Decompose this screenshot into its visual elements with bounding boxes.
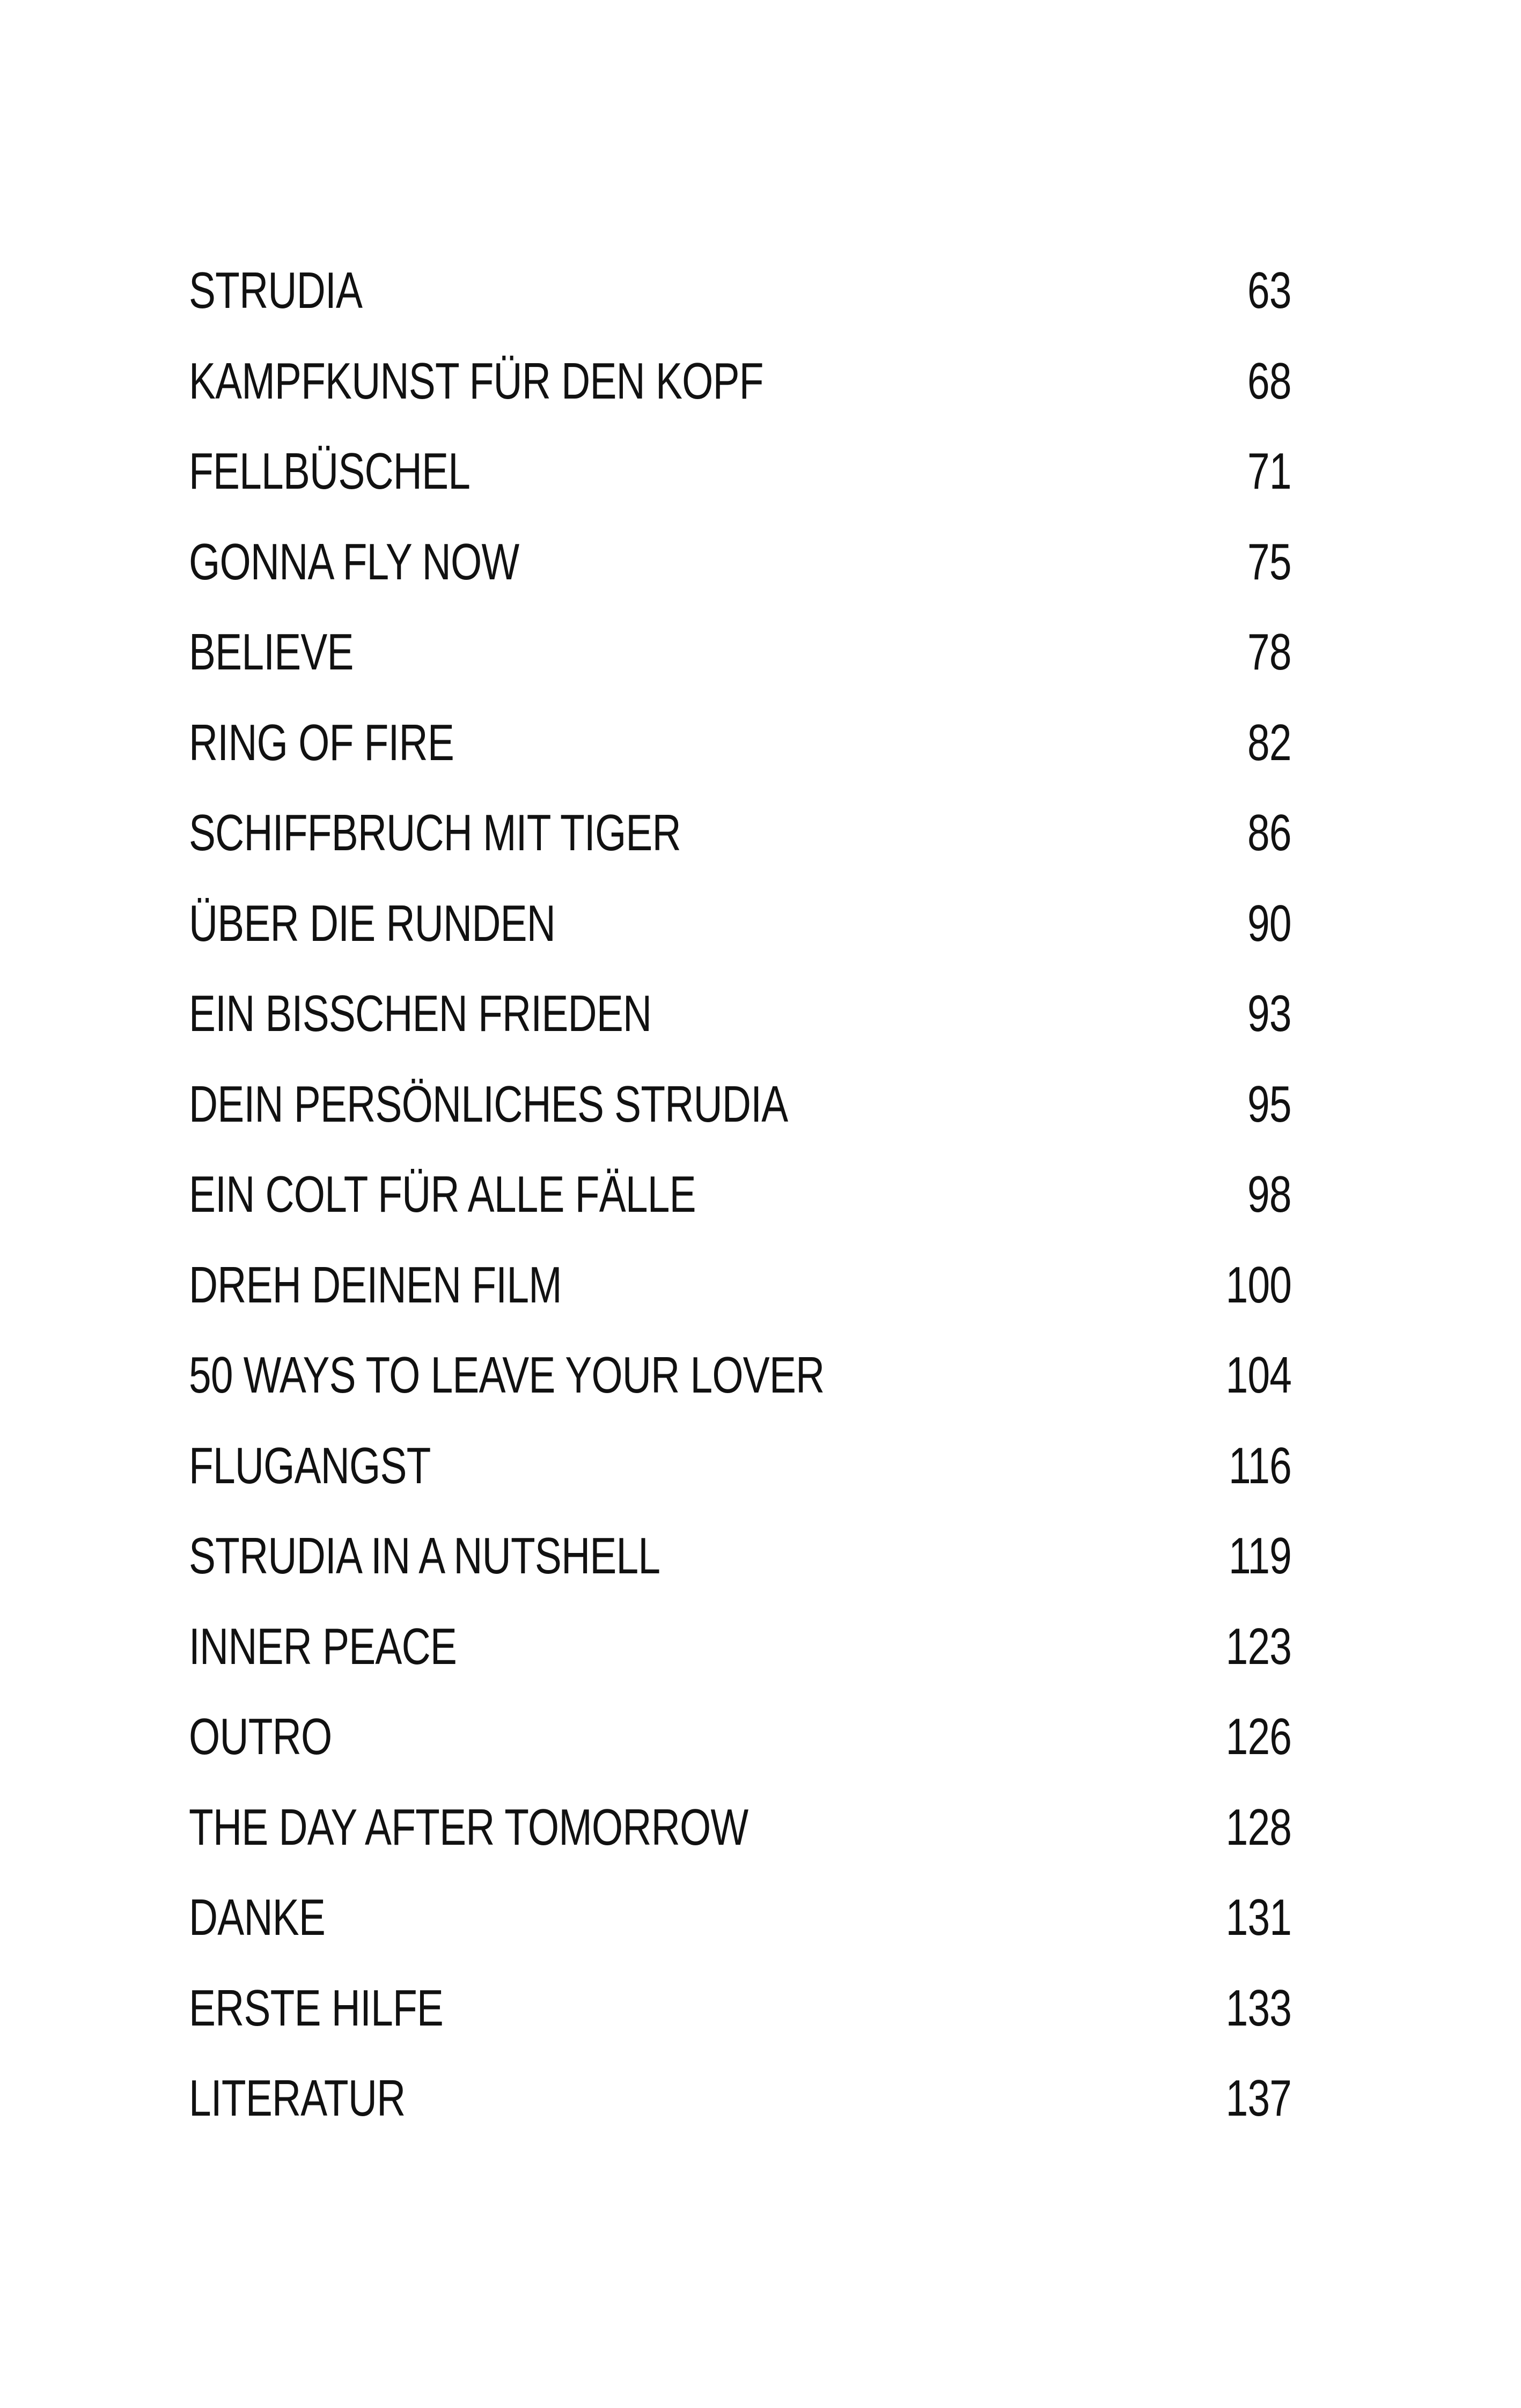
toc-entry-page-number: 137 — [1225, 2070, 1291, 2127]
toc-entry-title: EIN COLT FÜR ALLE FÄLLE — [189, 1166, 696, 1224]
toc-entry-title: FELLBÜSCHEL — [189, 443, 471, 500]
toc-entry-page-number: 93 — [1247, 985, 1291, 1043]
toc-entry-page-number: 82 — [1247, 713, 1291, 771]
toc-entry-page-number: 104 — [1225, 1346, 1291, 1404]
toc-entry-page-number: 90 — [1247, 894, 1291, 952]
toc-entry-title: GONNA FLY NOW — [189, 533, 519, 591]
toc-entry-title: STRUDIA — [189, 262, 363, 320]
toc-entry-page-number: 98 — [1247, 1166, 1291, 1224]
toc-entry — [189, 1783, 1291, 1873]
toc-entry-title: ÜBER DIE RUNDEN — [189, 894, 556, 952]
toc-entry — [189, 698, 1291, 789]
toc-entry — [189, 336, 1291, 427]
toc-entry — [189, 1602, 1291, 1692]
toc-entry — [189, 1692, 1291, 1783]
toc-entry-title: THE DAY AFTER TOMORROW — [189, 1798, 748, 1856]
toc-entry — [189, 1059, 1291, 1150]
toc-entry-page-number: 123 — [1225, 1617, 1291, 1675]
toc-entry-page-number: 95 — [1247, 1075, 1291, 1133]
toc-entry — [189, 607, 1291, 698]
toc-entry-title: OUTRO — [189, 1708, 332, 1766]
toc-entry-title: STRUDIA IN A NUTSHELL — [189, 1527, 660, 1585]
toc-entry — [189, 1963, 1291, 2054]
toc-entry-title: INNER PEACE — [189, 1617, 457, 1675]
toc-entry — [189, 969, 1291, 1059]
toc-entry-title: DANKE — [189, 1889, 326, 1947]
toc-entry — [189, 788, 1291, 879]
toc-entry-title: KAMPFKUNST FÜR DEN KOPF — [189, 352, 763, 410]
toc-entry-page-number: 100 — [1225, 1256, 1291, 1314]
toc-entry — [189, 246, 1291, 336]
toc-entry-title: FLUGANGST — [189, 1437, 431, 1494]
toc-entry-page-number: 63 — [1247, 262, 1291, 320]
toc-entry-page-number: 86 — [1247, 804, 1291, 862]
toc-entry-title: 50 WAYS TO LEAVE YOUR LOVER — [189, 1346, 825, 1404]
toc-entry-title: LITERATUR — [189, 2070, 406, 2127]
toc-entry — [189, 1330, 1291, 1421]
toc-entry-page-number: 119 — [1228, 1527, 1291, 1585]
toc-entry-page-number: 78 — [1247, 623, 1291, 681]
toc-entry — [189, 1511, 1291, 1602]
toc-entry-title: RING OF FIRE — [189, 713, 454, 771]
toc-entry — [189, 2053, 1291, 2144]
toc-entry — [189, 1421, 1291, 1512]
toc-entry-title: SCHIFFBRUCH MIT TIGER — [189, 804, 681, 862]
toc-entry — [189, 1150, 1291, 1240]
table-of-contents — [189, 246, 1291, 2144]
toc-entry-page-number: 116 — [1228, 1437, 1291, 1494]
toc-entry-page-number: 71 — [1247, 443, 1291, 500]
toc-entry — [189, 517, 1291, 608]
toc-entry-page-number: 131 — [1225, 1889, 1291, 1947]
toc-entry — [189, 879, 1291, 969]
toc-entry-page-number: 126 — [1225, 1708, 1291, 1766]
toc-entry-title: EIN BISSCHEN FRIEDEN — [189, 985, 652, 1043]
toc-entry — [189, 1240, 1291, 1331]
toc-entry-page-number: 68 — [1247, 352, 1291, 410]
toc-entry-page-number: 75 — [1247, 533, 1291, 591]
toc-entry-title: DREH DEINEN FILM — [189, 1256, 562, 1314]
toc-entry-page-number: 128 — [1225, 1798, 1291, 1856]
toc-entry — [189, 426, 1291, 517]
toc-entry-title: DEIN PERSÖNLICHES STRUDIA — [189, 1075, 788, 1133]
toc-entry-title: ERSTE HILFE — [189, 1979, 444, 2037]
toc-entry — [189, 1873, 1291, 1963]
toc-entry-page-number: 133 — [1225, 1979, 1291, 2037]
toc-entry-title: BELIEVE — [189, 623, 354, 681]
